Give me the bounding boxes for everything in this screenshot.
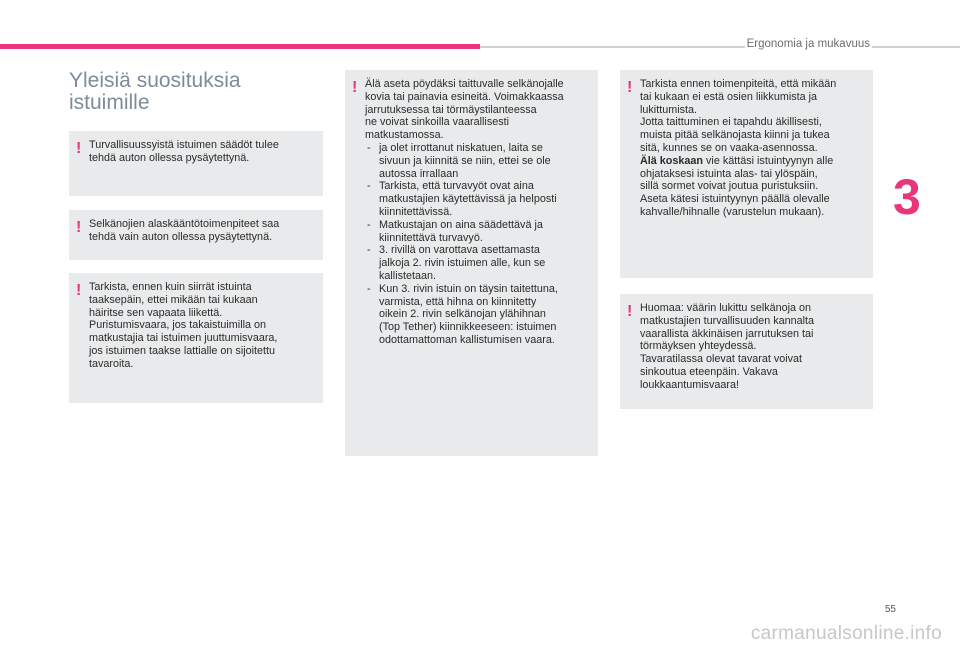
watermark: carmanualsonline.info: [750, 623, 942, 644]
warning-box-table-backrest: [345, 70, 598, 456]
list-item: - ja olet irrottanut niskatuen, laita se sivuun ja kiinnitä se niin, ettei se ole autossa irrallaan: [365, 142, 588, 180]
warning-box-move-seat: [69, 273, 323, 403]
chapter-number: 3: [893, 169, 921, 225]
warning-intro: Älä aseta pöydäksi taittuvalle selkänojalle kovia tai painavia esineitä. Voimakkaassa jarrutuksessa tai törmäystilanteessa ne voivat sinkoilla vaarallisesti matkustamossa.: [365, 78, 564, 142]
warning-icon: !: [352, 79, 358, 96]
page-heading: Yleisiä suosituksia istuimille: [69, 69, 241, 114]
warning-text: [640, 78, 863, 219]
section-title: Ergonomia ja mukavuus: [746, 38, 870, 50]
page-number: 55: [884, 604, 896, 615]
warning-icon: !: [627, 79, 633, 96]
warning-text-part1: Tarkista ennen toimenpiteitä, että mikään tai kukaan ei estä osien liikkumista ja lukittumista. Jotta taittuminen ei tapahdu äkillisesti, muista pitää selkänojasta kiinni ja tukea sitä, kunnes se on vaaka-asennossa.: [640, 78, 837, 154]
warning-box-fold-stopped: [69, 210, 323, 260]
warning-text: Huomaa: väärin lukittu selkänoja on matkustajien turvallisuuden kannalta vaarallista äkkinäisen jarrutuksen tai törmäyksen yhteydessä. Tavaratilassa olevat tavarat voivat sinkoutua eteenpäin. Vakava loukkaantumisvaara!: [640, 302, 815, 391]
warning-icon: !: [76, 219, 82, 236]
warning-text: Selkänojien alaskääntötoimenpiteet saa tehdä vain auton ollessa pysäytettynä.: [89, 218, 280, 243]
warning-text: Turvallisuussyistä istuimen säädöt tulee tehdä auton ollessa pysäytettynä.: [89, 139, 279, 164]
header-accent-bar: [0, 44, 480, 49]
list-item: - 3. rivillä on varottava asettamasta jalkoja 2. rivin istuimen alle, kun se kallistetaan.: [365, 244, 588, 282]
warning-text: Tarkista, ennen kuin siirrät istuinta taaksepäin, ettei mikään tai kukaan häiritse sen vapaata liikettä. Puristumisvaara, jos takaistuimilla on matkustajia tai istuimen juuttumisvaara, jos istuimen taakse lattialle on sijoitettu tavaroita.: [89, 281, 278, 370]
warning-icon: !: [627, 303, 633, 320]
warning-icon: !: [76, 282, 82, 299]
warning-text-emphasis: Älä koskaan: [640, 154, 704, 167]
warning-text-part2: vie kättäsi istuintyynyn alle ohjataksesi istuinta alas- tai ylöspäin, sillä sormet voivat joutua puristuksiin. Aseta kätesi istuintyynyn päällä olevalle kahvalle/hihnalle (varustelun mukaan).: [640, 154, 834, 218]
warning-box-check-movement: [620, 70, 873, 278]
list-item: - Kun 3. rivin istuin on täysin taitettuna, varmista, että hihna on kiinnitetty oikein 2. rivin selkänojan ylähihnan (Top Tether) kiinnikkeeseen: istuimen odottamattoman kallistumisen vaara.: [365, 283, 588, 347]
list-item: - Matkustajan on aina säädettävä ja kiinnitettävä turvavyö.: [365, 219, 588, 245]
warning-box-adjust-stopped: [69, 131, 323, 196]
warning-list: [365, 142, 588, 347]
warning-box-backrest-locked: [620, 294, 873, 409]
list-item: - Tarkista, että turvavyöt ovat aina matkustajien käytettävissä ja helposti kiinnitettävissä.: [365, 180, 588, 218]
header-rule: [480, 46, 960, 48]
warning-icon: !: [76, 140, 82, 157]
